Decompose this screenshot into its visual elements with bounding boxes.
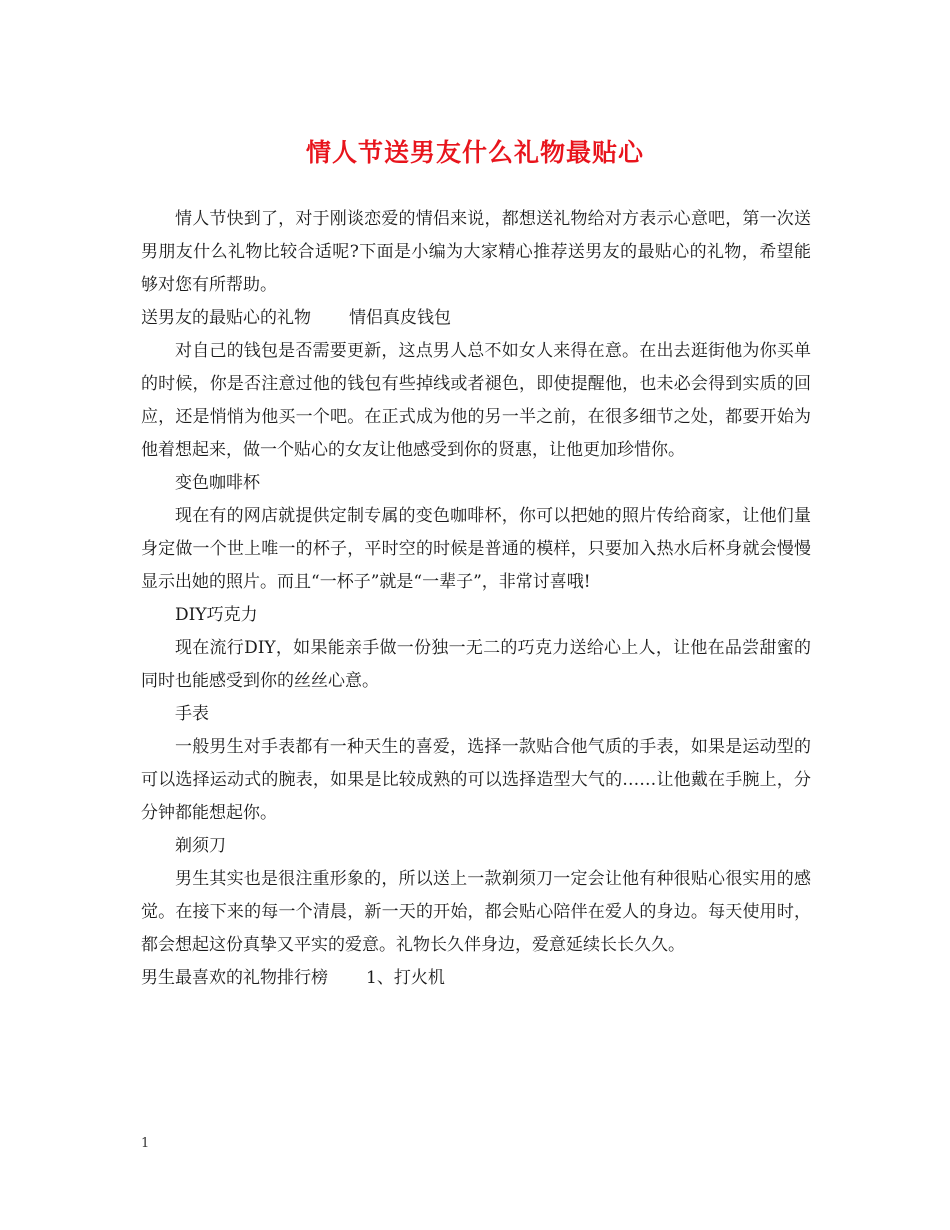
section-label: 送男友的最贴心的礼物 bbox=[141, 308, 311, 328]
watch-paragraph: 一般男生对手表都有一种天生的喜爱，选择一款贴合他气质的手表，如果是运动型的可以选择运动式的腕表，如果是比较成熟的可以选择造型大气的……让他戴在手腕上，分分钟都能想起你。 bbox=[141, 737, 811, 823]
wallet-paragraph: 对自己的钱包是否需要更新，这点男人总不如女人来得在意。在出去逛街他为你买单的时候，你是否注意过他的钱包有些掉线或者褪色，即使提醒他，也未必会得到实质的回应，还是悄悄为他买一个吧。在正式成为他的另一半之前，在很多细节之处，都要开始为他着想起来，做一个贴心的女友让他感受到你的贤惠，让他更加珍惜你。 bbox=[141, 341, 811, 460]
chocolate-paragraph: 现在流行DIY，如果能亲手做一份独一无二的巧克力送给心上人，让他在品尝甜蜜的同时也能感受到你的丝丝心意。 bbox=[141, 638, 811, 691]
razor-paragraph: 男生其实也是很注重形象的，所以送上一款剃须刀一定会让他有种很贴心很实用的感觉。在接下来的每一个清晨，新一天的开始，都会贴心陪伴在爱人的身边。每天使用时，都会想起这份真挚又平实的爱意。礼物长久伴身边，爱意延续长长久久。 bbox=[141, 869, 811, 955]
mug-paragraph: 现在有的网店就提供定制专属的变色咖啡杯，你可以把她的照片传给商家，让他们量身定做一个世上唯一的杯子，平时空的时候是普通的模样，只要加入热水后杯身就会慢慢显示出她的照片。而且“一杯子”就是“一辈子”，非常讨喜哦! bbox=[141, 506, 811, 592]
intro-paragraph: 情人节快到了，对于刚谈恋爱的情侣来说，都想送礼物给对方表示心意吧，第一次送男朋友什么礼物比较合适呢?下面是小编为大家精心推荐送男友的最贴心的礼物，希望能够对您有所帮助。 bbox=[141, 209, 811, 295]
section-heading-ranking bbox=[141, 962, 811, 995]
chocolate-heading: DIY巧克力 bbox=[175, 605, 258, 625]
section-item: 情侣真皮钱包 bbox=[349, 308, 451, 328]
section-heading-best-gifts bbox=[141, 302, 811, 335]
section-item: 1、打火机 bbox=[366, 968, 445, 988]
page-title: 情人节送男友什么礼物最贴心 bbox=[305, 138, 644, 167]
document-body bbox=[141, 203, 811, 995]
watch-heading: 手表 bbox=[175, 704, 209, 724]
mug-heading: 变色咖啡杯 bbox=[175, 473, 260, 493]
razor-heading: 剃须刀 bbox=[175, 836, 226, 856]
page-number: 1 bbox=[141, 1136, 150, 1151]
section-label: 男生最喜欢的礼物排行榜 bbox=[141, 968, 328, 988]
